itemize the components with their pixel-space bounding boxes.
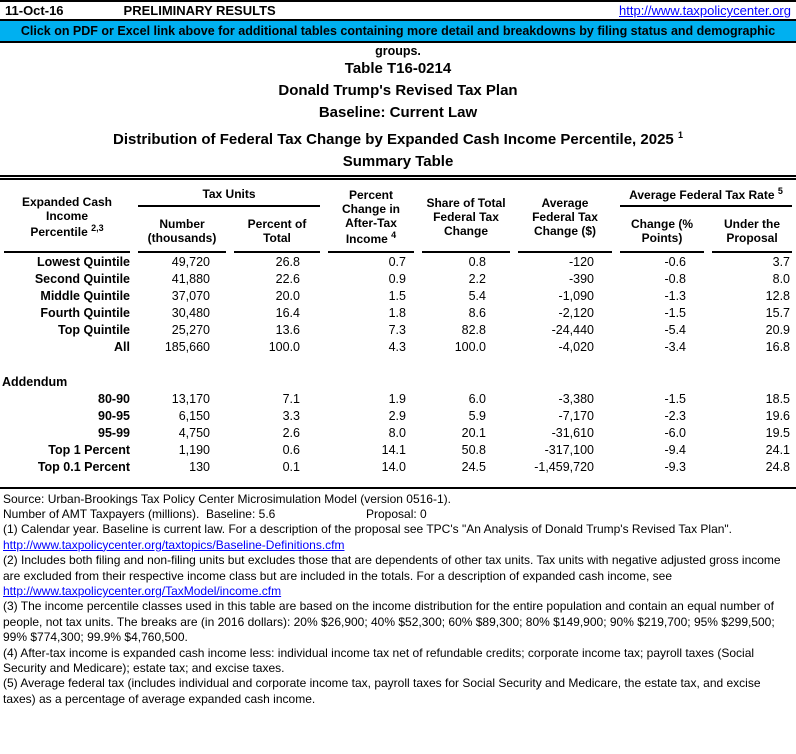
cell: 24.8: [765, 460, 791, 474]
row-label: Fourth Quintile: [40, 306, 130, 320]
cell: -3.4: [664, 340, 686, 354]
cell: 15.7: [765, 306, 791, 320]
cell: 30,480: [171, 306, 210, 320]
footnotes: [0, 492, 796, 708]
cell: -1,090: [558, 289, 594, 303]
plan-title: Donald Trump's Revised Tax Plan: [278, 82, 518, 99]
cell: 26.8: [275, 255, 300, 269]
cell: 2.6: [282, 426, 300, 440]
cell: 50.8: [461, 443, 486, 457]
cell: 13,170: [171, 392, 210, 406]
group-header-average-federal-tax-rate: Average Federal Tax Rate $^5$: [616, 178, 796, 208]
cell: 20.1: [461, 426, 486, 440]
addendum-header-row: [0, 374, 796, 391]
table-row: [0, 391, 796, 408]
cell: 3.7: [772, 255, 791, 269]
cell: 16.4: [275, 306, 300, 320]
spacer-row: [0, 356, 796, 374]
cell: -31,610: [551, 426, 594, 440]
row-label: Top 1 Percent: [48, 443, 130, 457]
row-label: [0, 356, 796, 374]
table-row: [0, 339, 796, 356]
cell: -1.5: [664, 392, 686, 406]
group-header-tax-units: Tax Units: [134, 178, 324, 208]
header-row-groups: [0, 178, 796, 208]
cell: 0.6: [282, 443, 300, 457]
baseline-title: Baseline: Current Law: [318, 104, 478, 121]
cell: 14.1: [381, 443, 406, 457]
table-number-title: Table T16-0214: [344, 60, 452, 77]
row-label: 80-90: [98, 392, 130, 406]
cell: 12.8: [765, 289, 791, 303]
table-row: [0, 459, 796, 476]
table-row: [0, 305, 796, 322]
cell: 8.6: [468, 306, 486, 320]
table-row: [0, 254, 796, 271]
cell: 1.9: [388, 392, 406, 406]
cell: 0.7: [388, 255, 406, 269]
cell: 130: [189, 460, 210, 474]
row-label: Middle Quintile: [40, 289, 130, 303]
note-5: (5) Average federal tax (includes individual and corporate income tax, payroll taxes for Social Security and Medicare, the estate tax, and excise taxes) as a percentage of average expanded cash income.: [3, 676, 761, 706]
col-header-average-federal-tax-change: Average Federal Tax Change ($): [514, 178, 616, 254]
cell: 37,070: [171, 289, 210, 303]
cell: -4,020: [558, 340, 594, 354]
cell: -1.3: [664, 289, 686, 303]
cell: -6.0: [664, 426, 686, 440]
cell: 41,880: [171, 272, 210, 286]
cell: 5.9: [468, 409, 486, 423]
cell: 185,660: [164, 340, 210, 354]
preliminary-results-label: PRELIMINARY RESULTS: [123, 3, 276, 18]
cell: 2.9: [388, 409, 406, 423]
cell: 5.4: [468, 289, 486, 303]
cell: 7.3: [388, 323, 406, 337]
distribution-title: Distribution of Federal Tax Change by Expanded Cash Income Percentile, 2025 $^1$: [113, 130, 683, 148]
cell: 6,150: [178, 409, 210, 423]
summary-table-title: Summary Table: [342, 153, 454, 170]
table-row: [0, 442, 796, 459]
row-label: 90-95: [98, 409, 130, 423]
cell: 22.6: [275, 272, 300, 286]
cell: 24.1: [765, 443, 791, 457]
cell: 20.0: [275, 289, 300, 303]
cell: 2.2: [468, 272, 486, 286]
amt-proposal-value: Proposal: 0: [366, 506, 427, 521]
note-3: (3) The income percentile classes used in this table are based on the income distribution for the entire population and contain an equal number of people, not tax units. The breaks are (in 2016 dollars): 20% $26,900; 40% $52,300; 60% $89,300; 80% $149,900; 90% $219,700; 95% $299,500; 99% $774,300; 99.9% $4,760,500.: [3, 599, 775, 645]
baseline-definitions-link[interactable]: http://www.taxpolicycenter.org/taxtopics/Baseline-Definitions.cfm: [3, 537, 345, 552]
col-header-under-the-proposal: Under the Proposal: [708, 208, 796, 254]
cell: 4,750: [178, 426, 210, 440]
table-row: [0, 322, 796, 339]
cell: 0.9: [388, 272, 406, 286]
col-header-change-pct-points: Change (% Points): [616, 208, 708, 254]
row-label: Addendum: [2, 375, 68, 389]
cell: 0.8: [468, 255, 486, 269]
cell: 4.3: [388, 340, 406, 354]
banner-message: Click on PDF or Excel link above for additional tables containing more detail and breakdowns by filing status and demographic groups.: [0, 19, 796, 43]
note-4: (4) After-tax income is expanded cash income less: individual income tax net of refundable credits; corporate income tax; payroll taxes (Social Security and Medicare); estate tax; and excise taxes.: [3, 645, 755, 675]
cell: 1,190: [178, 443, 210, 457]
row-label: Second Quintile: [34, 272, 130, 286]
cell: 19.5: [765, 426, 791, 440]
cell: 1.8: [388, 306, 406, 320]
cell: -0.8: [664, 272, 686, 286]
cell: 19.6: [765, 409, 791, 423]
summary-table: [0, 175, 796, 489]
cell: -5.4: [664, 323, 686, 337]
spacer-row: [0, 476, 796, 488]
cell: 100.0: [268, 340, 300, 354]
cell: 3.3: [282, 409, 300, 423]
row-label: [0, 476, 796, 488]
row-label: Top Quintile: [58, 323, 130, 337]
note-1: (1) Calendar year. Baseline is current law. For a description of the proposal see TPC's "An Analysis of Donald Trump's Revised Tax Plan".: [3, 522, 733, 537]
col-header-number-thousands: Number (thousands): [134, 208, 230, 254]
row-label: 95-99: [98, 426, 130, 440]
taxpolicycenter-link[interactable]: http://www.taxpolicycenter.org: [619, 3, 791, 18]
cell: 100.0: [454, 340, 486, 354]
col-header-percent-of-total: Percent of Total: [230, 208, 324, 254]
source-note: Source: Urban-Brookings Tax Policy Center Microsimulation Model (version 0516-1).: [3, 491, 451, 506]
cell: 6.0: [468, 392, 486, 406]
page-header: [0, 0, 796, 19]
cell: -9.3: [664, 460, 686, 474]
cell: 20.9: [765, 323, 791, 337]
cell: 18.5: [765, 392, 791, 406]
cell: 13.6: [275, 323, 300, 337]
cell: -1,459,720: [534, 460, 594, 474]
cell: -2.3: [664, 409, 686, 423]
cell: 8.0: [388, 426, 406, 440]
title-block: [0, 58, 796, 173]
cell: 25,270: [171, 323, 210, 337]
cell: -0.6: [664, 255, 686, 269]
cell: 82.8: [461, 323, 486, 337]
cell: -3,380: [558, 392, 594, 406]
cell: -120: [568, 255, 594, 269]
cell: -24,440: [551, 323, 594, 337]
cell: -1.5: [664, 306, 686, 320]
col-header-share-of-total-federal-tax-change: Share of Total Federal Tax Change: [418, 178, 514, 254]
note-2: (2) Includes both filing and non-filing units but excludes those that are dependents of other tax units. Tax units with negative adjusted gross income are excluded from their respective income class but are included in the totals. For a description of expanded cash income, see: [3, 553, 781, 583]
cell: -9.4: [664, 443, 686, 457]
table-row: [0, 408, 796, 425]
table-row: [0, 271, 796, 288]
cell: 24.5: [461, 460, 486, 474]
col-header-expanded-cash-income-percentile: Expanded Cash Income Percentile $^{2,3}$: [0, 178, 134, 254]
cell: 16.8: [765, 340, 791, 354]
cell: 49,720: [171, 255, 210, 269]
row-label: All: [114, 340, 130, 354]
table-body: [0, 254, 796, 488]
table-row: [0, 288, 796, 305]
date-label: 11-Oct-16: [5, 3, 64, 18]
cell: 1.5: [388, 289, 406, 303]
income-definition-link[interactable]: http://www.taxpolicycenter.org/TaxModel/income.cfm: [3, 583, 282, 598]
cell: 0.1: [282, 460, 300, 474]
amt-baseline-value: Number of AMT Taxpayers (millions). Baseline: 5.6: [3, 506, 276, 521]
amt-taxpayers-note: [3, 507, 793, 522]
table-row: [0, 425, 796, 442]
cell: 14.0: [381, 460, 406, 474]
cell: -390: [568, 272, 594, 286]
row-label: Lowest Quintile: [36, 255, 130, 269]
row-label: Top 0.1 Percent: [37, 460, 130, 474]
col-header-percent-change-after-tax-income: Percent Change in After-Tax Income $^4$: [324, 178, 418, 254]
cell: 7.1: [282, 392, 300, 406]
cell: -317,100: [544, 443, 594, 457]
cell: -2,120: [558, 306, 594, 320]
cell: -7,170: [558, 409, 594, 423]
cell: 8.0: [772, 272, 791, 286]
